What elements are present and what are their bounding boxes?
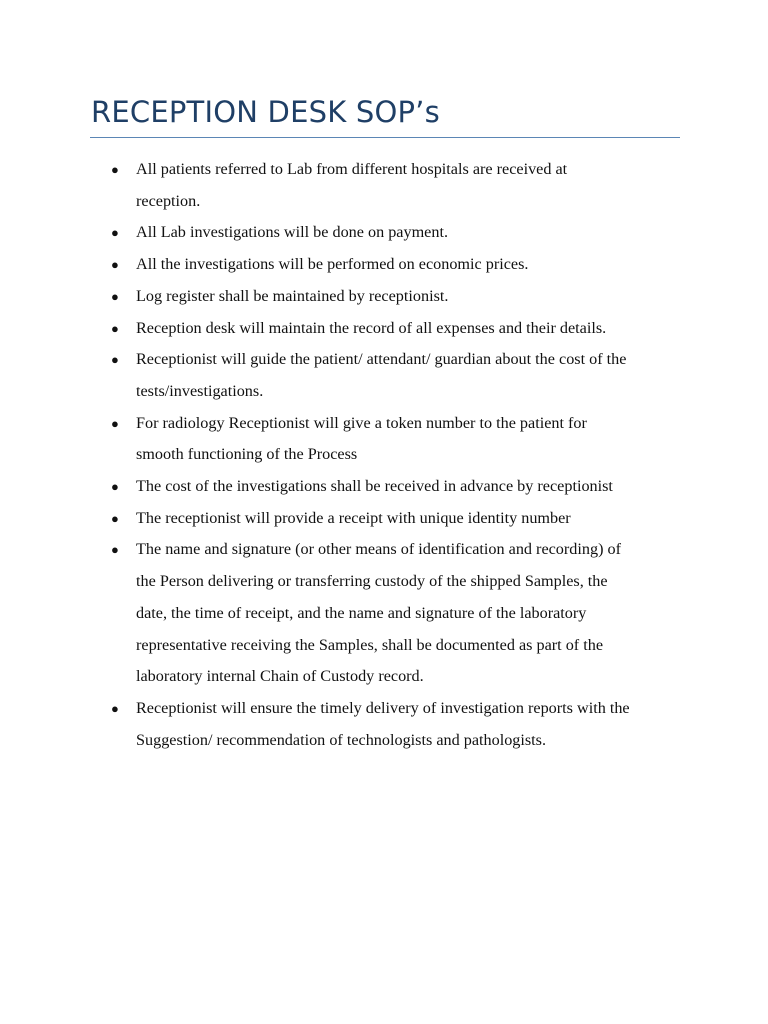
bullet-icon: ●	[111, 415, 119, 431]
title-underline	[90, 137, 680, 138]
list-item	[0, 281, 692, 313]
list-item	[0, 408, 692, 471]
bullet-icon: ●	[111, 288, 119, 304]
bullet-icon: ●	[111, 542, 119, 558]
bullet-icon: ●	[111, 225, 119, 241]
list-item-text: All patients referred to Lab from different hospitals are received at reception.	[136, 160, 568, 210]
list-item-text: All the investigations will be performed on economic prices.	[136, 255, 529, 274]
document-title: RECEPTION DESK SOP’s	[91, 95, 440, 129]
list-item	[0, 344, 692, 407]
list-item-text: Receptionist will guide the patient/ attendant/ guardian about the cost of the tests/investigations.	[136, 350, 627, 400]
list-item	[0, 154, 692, 217]
list-item-text: The name and signature (or other means of identification and recording) of the Person delivering or transferring custody of the shipped Samples, the date, the time of receipt, and the name and signature of the laboratory representative receiving the Samples, shall be documented as part of the laboratory internal Chain of Custody record.	[136, 540, 621, 686]
list-item-text: Log register shall be maintained by receptionist.	[136, 286, 449, 305]
list-item	[0, 471, 692, 503]
bullet-icon: ●	[111, 257, 119, 273]
bullet-icon: ●	[111, 352, 119, 368]
bullet-icon: ●	[111, 479, 119, 495]
list-item	[0, 693, 692, 756]
list-item-text: The receptionist will provide a receipt with unique identity number	[136, 508, 571, 527]
list-item	[0, 534, 692, 693]
bullet-icon: ●	[111, 162, 119, 177]
list-item	[0, 249, 692, 281]
bullet-icon: ●	[111, 510, 119, 526]
sop-list	[0, 154, 768, 756]
list-item	[0, 217, 692, 249]
bullet-icon: ●	[111, 700, 119, 716]
list-item-text: The cost of the investigations shall be received in advance by receptionist	[136, 477, 613, 496]
list-item	[0, 503, 692, 535]
list-item-text: All Lab investigations will be done on payment.	[136, 223, 449, 242]
list-item	[0, 313, 692, 345]
bullet-icon: ●	[111, 320, 119, 336]
list-item-text: Receptionist will ensure the timely delivery of investigation reports with the Suggestion/ recommendation of technologists and pathologists.	[136, 698, 630, 749]
list-item-text: For radiology Receptionist will give a token number to the patient for smooth functioning of the Process	[136, 413, 587, 464]
list-item-text: Reception desk will maintain the record of all expenses and their details.	[136, 318, 607, 337]
